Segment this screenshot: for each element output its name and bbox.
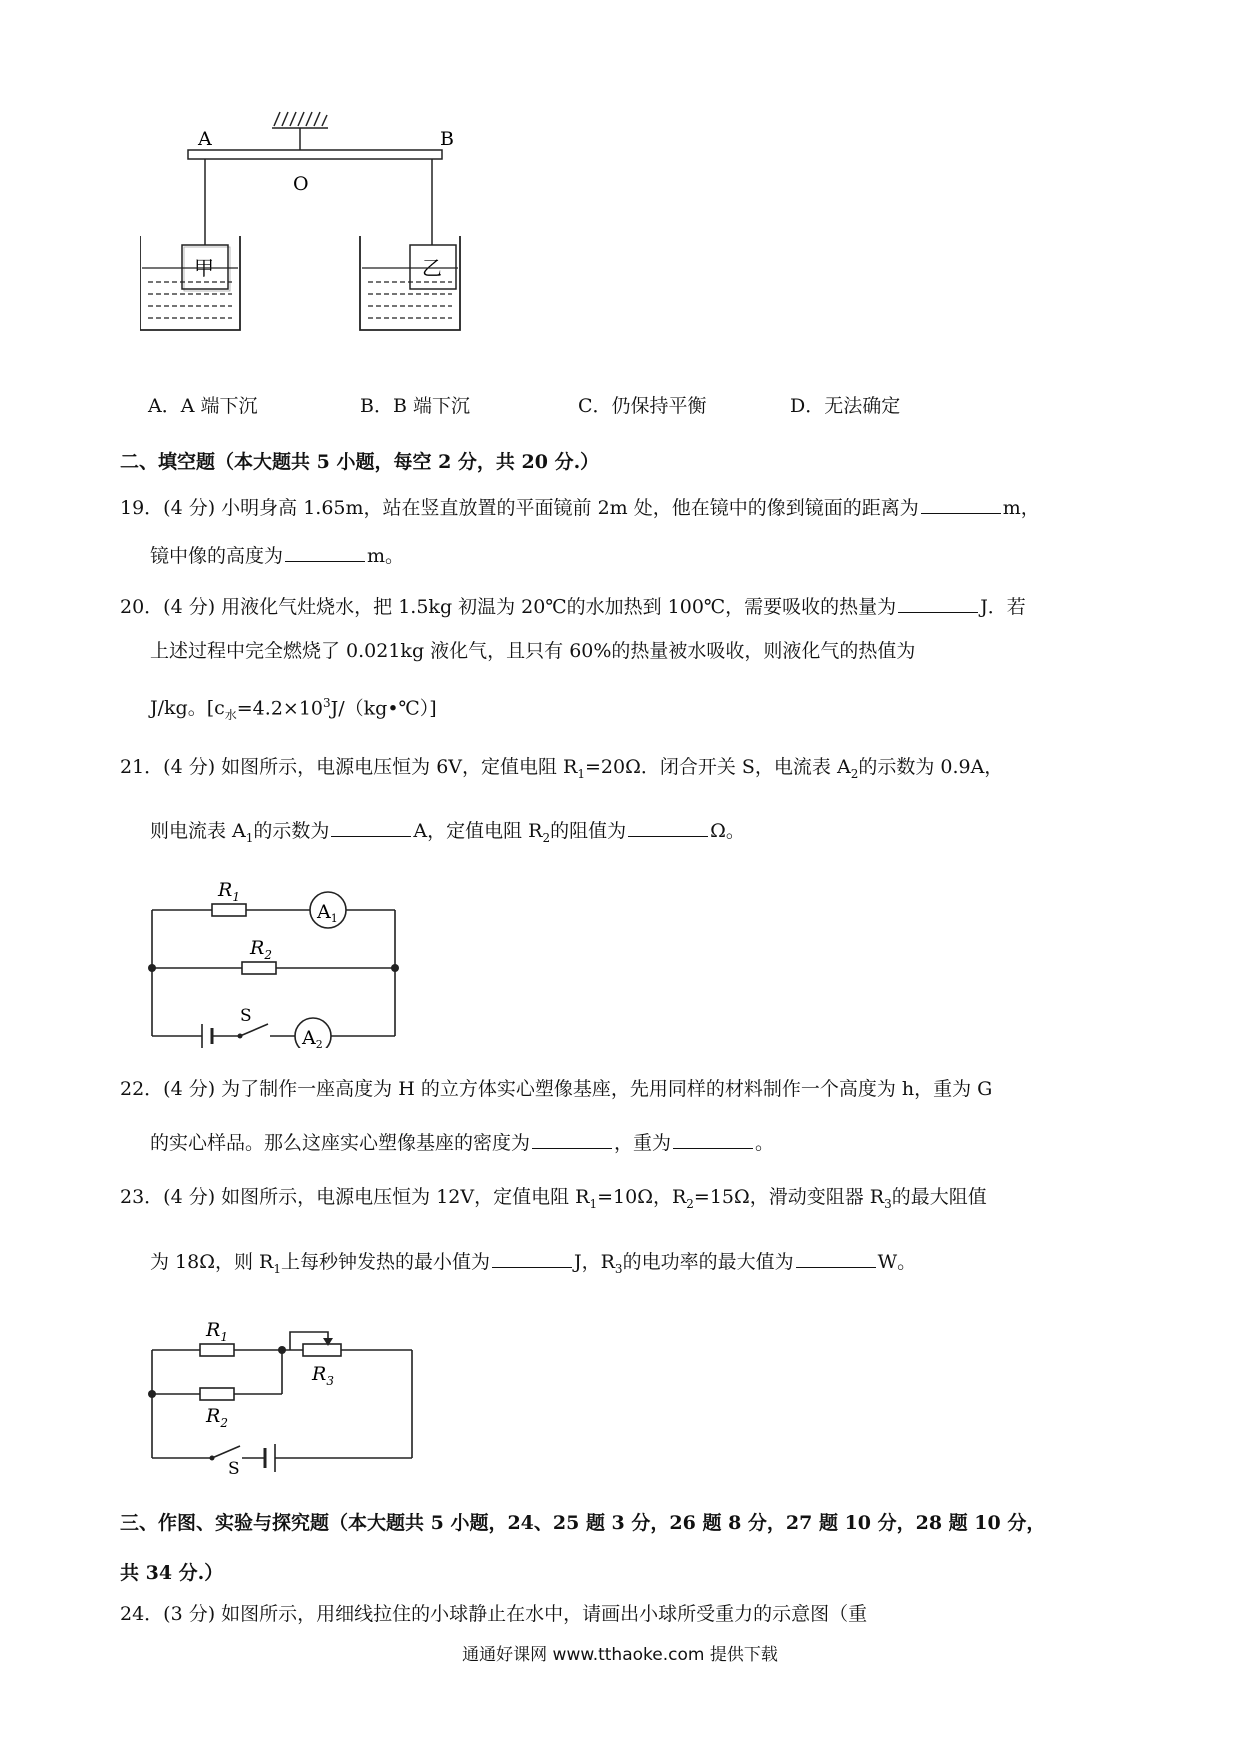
q23-text-b: =10Ω，R xyxy=(597,1186,687,1208)
q20-text-d: J/kg。[c xyxy=(150,697,225,720)
q21-sub-3: 1 xyxy=(245,830,254,845)
c2-r1-label: $R_1$ xyxy=(206,1319,228,1344)
q21-line2 xyxy=(120,818,1130,844)
q19-blank-2[interactable] xyxy=(285,543,365,562)
q23-sub-3: 3 xyxy=(884,1196,892,1211)
q21-text-g: 的阻值为 xyxy=(550,820,627,842)
option-a: A．A 端下沉 xyxy=(148,395,258,417)
block-yi: 乙 xyxy=(422,256,442,280)
lever-label-a: A xyxy=(198,128,212,150)
q21-text-h: Ω。 xyxy=(710,820,745,842)
q20-text-c: 上述过程中完全燃烧了 0.021kg 液化气，且只有 60%的热量被水吸收，则液化气的热值为 xyxy=(150,640,916,662)
q20-blank-1[interactable] xyxy=(898,594,978,613)
q23-sub-2: 2 xyxy=(686,1196,694,1211)
q20-text-e: =4.2×10 xyxy=(236,697,323,720)
q23-text-e: 为 18Ω，则 R xyxy=(150,1251,274,1273)
q22-blank-2[interactable] xyxy=(673,1130,753,1149)
q23-sub-1: 1 xyxy=(589,1196,598,1211)
q22-line1 xyxy=(120,1080,1130,1099)
q21-sub-1: 1 xyxy=(577,766,586,781)
block-jia: 甲 xyxy=(194,256,214,280)
q21-text-a: 21．(4 分) 如图所示，电源电压恒为 6V，定值电阻 R xyxy=(120,756,578,778)
q24-line1 xyxy=(120,1605,1130,1624)
section-2-title: 二、填空题（本大题共 5 小题，每空 2 分，共 20 分.） xyxy=(120,451,600,473)
r2-label: $R_2$ xyxy=(250,937,272,962)
ammeter-a2: $A_2$ xyxy=(302,1027,323,1048)
q19-text-b: m， xyxy=(1002,497,1040,519)
lever-label-o: O xyxy=(293,173,309,195)
q19-text-d: m。 xyxy=(367,545,405,567)
q23-blank-1[interactable] xyxy=(492,1249,572,1268)
q23-blank-2[interactable] xyxy=(796,1249,876,1268)
q20-text-f: J/（kg•℃）] xyxy=(330,697,437,720)
c2-r3-label: $R_3$ xyxy=(312,1363,334,1388)
q21-text-d: 则电流表 A xyxy=(150,820,246,842)
q23-text-c: =15Ω，滑动变阻器 R xyxy=(693,1186,885,1208)
q21-text-c: 的示数为 0.9A， xyxy=(858,756,1004,778)
q22-text-d: 。 xyxy=(755,1132,775,1154)
q20-sub: 水 xyxy=(224,708,237,723)
q23-text-a: 23．(4 分) 如图所示，电源电压恒为 12V，定值电阻 R xyxy=(120,1186,590,1208)
q22-blank-1[interactable] xyxy=(532,1130,612,1149)
option-c: C．仍保持平衡 xyxy=(578,395,707,417)
q21-text-b: =20Ω．闭合开关 S，电流表 A xyxy=(585,756,851,778)
q21-sub-4: 2 xyxy=(542,830,551,845)
lever-label-b: B xyxy=(440,128,454,150)
option-b: B．B 端下沉 xyxy=(360,395,470,417)
circuit-diagram-2 xyxy=(140,1298,440,1476)
q23-line1 xyxy=(120,1188,1130,1210)
q21-text-f: A，定值电阻 R xyxy=(413,820,543,842)
q20-text-a: 20．(4 分) 用液化气灶烧水，把 1.5kg 初温为 20℃的水加热到 100℃，需要吸收的热量为 xyxy=(120,596,897,618)
q22-text-a: 22．(4 分) 为了制作一座高度为 H 的立方体实心塑像基座，先用同样的材料制作一个高度为 h，重为 G xyxy=(120,1078,993,1100)
option-d: D．无法确定 xyxy=(790,395,901,417)
ammeter-a1: $A_1$ xyxy=(317,901,338,925)
circuit-diagram-1 xyxy=(140,868,420,1048)
q19-blank-1[interactable] xyxy=(921,495,1001,514)
q23-text-d: 的最大阻值 xyxy=(891,1186,987,1208)
page-footer: 通通好课网 www.tthaoke.com 提供下载 xyxy=(462,1645,778,1665)
q21-line1 xyxy=(120,758,1130,780)
q23-sub-5: 3 xyxy=(614,1261,623,1276)
q19-text-c: 镜中像的高度为 xyxy=(150,545,284,567)
q20-sup: 3 xyxy=(323,696,331,710)
q21-text-e: 的示数为 xyxy=(253,820,330,842)
q20-line2 xyxy=(120,642,1130,661)
lever-figure xyxy=(140,110,500,380)
q19-line2 xyxy=(120,543,1130,566)
q20-line3 xyxy=(120,697,1130,721)
q21-blank-2[interactable] xyxy=(628,818,708,837)
q21-blank-1[interactable] xyxy=(331,818,411,837)
c2-r2-label: $R_2$ xyxy=(206,1405,228,1430)
q23-line2 xyxy=(120,1249,1130,1275)
q22-text-c: ，重为 xyxy=(614,1132,672,1154)
q20-line1 xyxy=(120,594,1130,617)
q22-text-b: 的实心样品。那么这座实心塑像基座的密度为 xyxy=(150,1132,531,1154)
q23-sub-4: 1 xyxy=(273,1261,281,1276)
section-3-title-line1: 三、作图、实验与探究题（本大题共 5 小题，24、25 题 3 分，26 题 8 分，27 题 10 分，28 题 10 分， xyxy=(120,1512,1046,1534)
q23-text-g: J，R xyxy=(573,1251,615,1273)
c2-switch-s-label: S xyxy=(228,1459,240,1476)
r1-label: $R_1$ xyxy=(218,879,240,904)
q22-line2 xyxy=(120,1130,1130,1153)
q20-text-b: J．若 xyxy=(980,596,1026,618)
q24-text-a: 24．(3 分) 如图所示，用细线拉住的小球静止在水中，请画出小球所受重力的示意图（重 xyxy=(120,1603,868,1625)
q23-text-h: 的电功率的最大值为 xyxy=(622,1251,794,1273)
section-3-title-line2: 共 34 分.） xyxy=(120,1562,224,1584)
q23-text-i: W。 xyxy=(877,1251,917,1273)
q19-text-a: 19．(4 分) 小明身高 1.65m，站在竖直放置的平面镜前 2m 处，他在镜中的像到镜面的距离为 xyxy=(120,497,919,519)
switch-s-label: S xyxy=(240,1006,252,1026)
q23-text-f: 上每秒钟发热的最小值为 xyxy=(280,1251,490,1273)
q19-line1 xyxy=(120,495,1130,518)
q21-sub-2: 2 xyxy=(850,766,859,781)
